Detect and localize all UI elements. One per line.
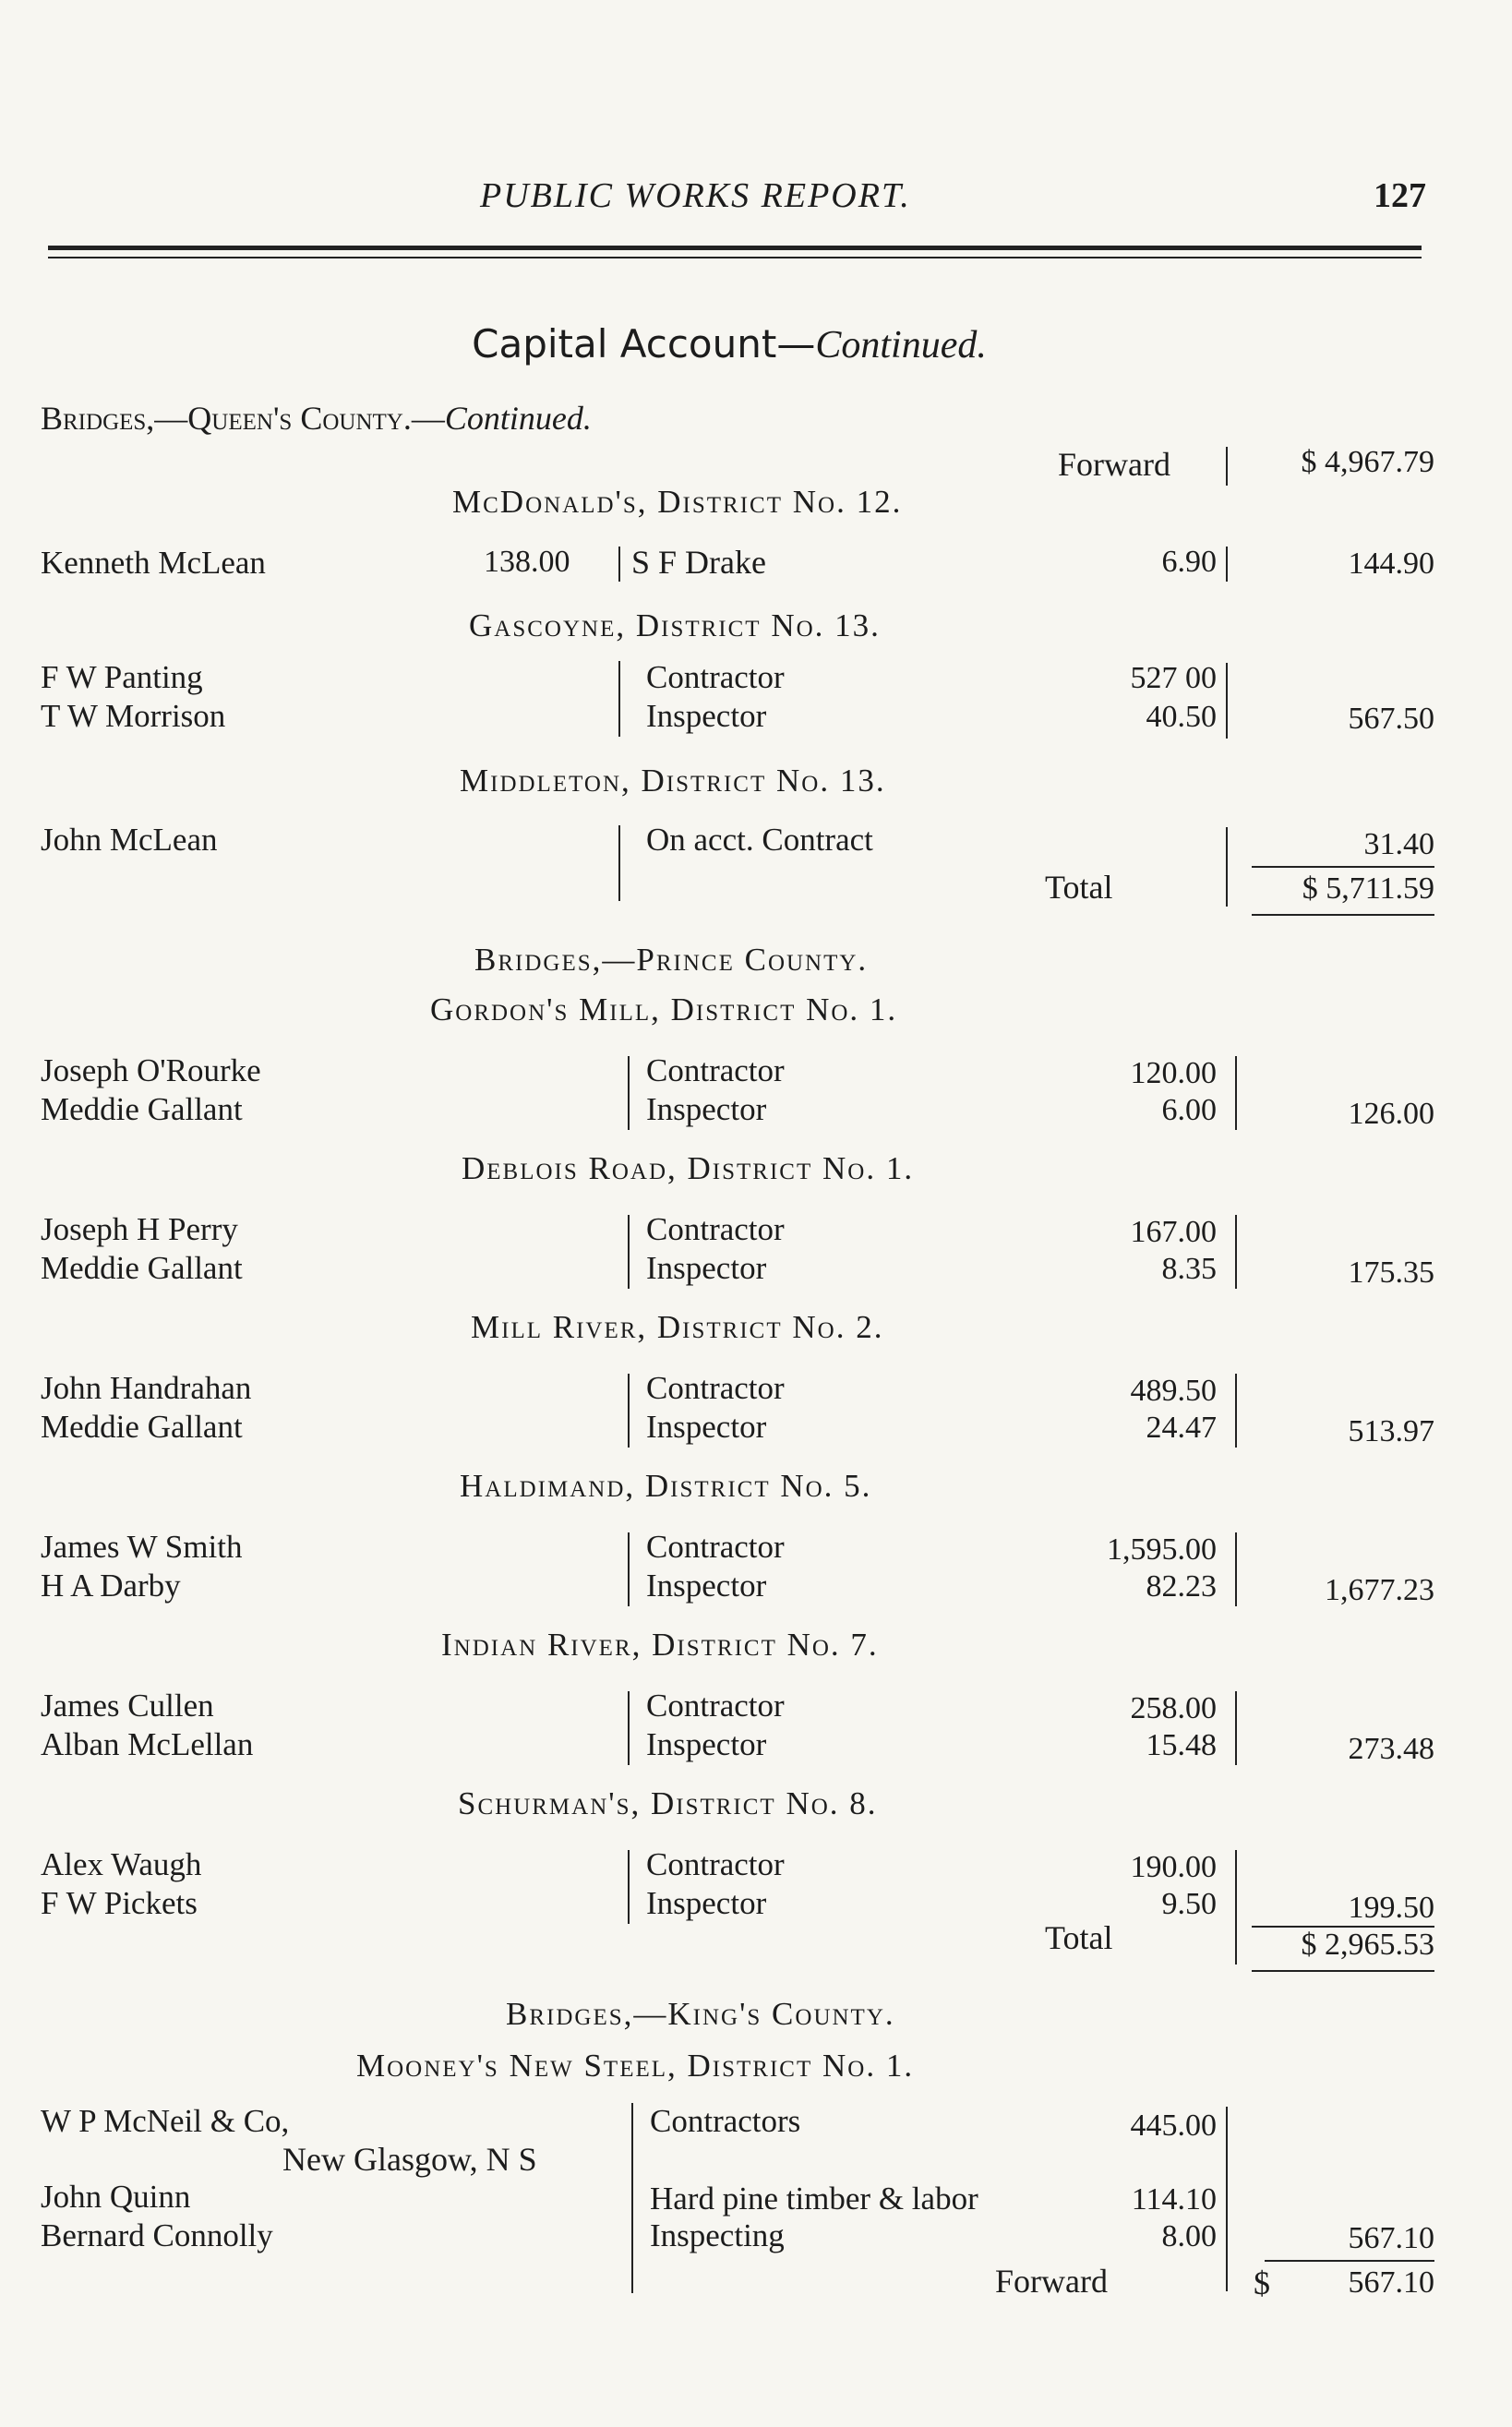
amount: 167.00 xyxy=(1130,1215,1217,1249)
role: Contractor xyxy=(646,1211,785,1247)
district-heading: Haldimand, District No. 5. xyxy=(460,1468,872,1504)
column-rule xyxy=(628,1056,630,1130)
amount: 258.00 xyxy=(1130,1691,1217,1725)
county-heading: Bridges,—Prince County. xyxy=(474,942,869,978)
payee-name: S F Drake xyxy=(631,544,766,581)
column-rule xyxy=(1226,447,1228,486)
grand-total: $ 5,711.59 xyxy=(1302,871,1434,906)
district-heading: Deblois Road, District No. 1. xyxy=(462,1150,915,1186)
column-rule xyxy=(1235,1215,1237,1289)
sum-rule xyxy=(1252,1970,1434,1972)
role: Inspector xyxy=(646,1409,767,1445)
column-rule xyxy=(618,825,620,901)
sum-rule xyxy=(1265,2260,1434,2262)
page-number: 127 xyxy=(1374,176,1426,215)
role: Contractor xyxy=(646,1846,785,1882)
column-rule xyxy=(1226,2107,1228,2291)
payee-name: Meddie Gallant xyxy=(41,1250,243,1286)
payee-name: W P McNeil & Co, xyxy=(41,2103,290,2139)
district-heading: Gascoyne, District No. 13. xyxy=(469,607,881,643)
amount: 6.00 xyxy=(1161,1093,1217,1127)
payee-name: Joseph H Perry xyxy=(41,1211,238,1247)
sum-rule xyxy=(1252,914,1434,916)
role: Inspector xyxy=(646,1091,767,1127)
role: Inspector xyxy=(646,1568,767,1604)
role: Inspecting xyxy=(650,2217,785,2253)
subtotal: 126.00 xyxy=(1348,1097,1434,1131)
payee-name: Alex Waugh xyxy=(41,1846,202,1882)
amount: 114.10 xyxy=(1131,2182,1217,2217)
grand-total: $ 2,965.53 xyxy=(1301,1928,1434,1962)
district-heading: Schurman's, District No. 8. xyxy=(458,1785,878,1821)
queens-heading: Bridges,—Queen's County.—Continued. xyxy=(41,400,592,437)
forward-label: Forward xyxy=(1058,446,1170,483)
column-rule xyxy=(631,2103,633,2293)
subtotal: 273.48 xyxy=(1348,1732,1434,1766)
role: Contractor xyxy=(646,1052,785,1088)
forward-amount: $ 4,967.79 xyxy=(1301,445,1434,479)
payee-location: New Glasgow, N S xyxy=(282,2141,537,2178)
section-title: Capital Account—Continued. xyxy=(472,321,987,366)
column-rule xyxy=(618,547,620,582)
column-rule xyxy=(1235,1691,1237,1765)
amount: 82.23 xyxy=(1146,1569,1217,1604)
amount: 15.48 xyxy=(1146,1728,1217,1762)
amount: 24.47 xyxy=(1146,1411,1217,1445)
payee-name: James Cullen xyxy=(41,1688,214,1724)
payee-name: T W Morrison xyxy=(41,698,226,734)
payee-name: Joseph O'Rourke xyxy=(41,1052,261,1088)
running-head: PUBLIC WORKS REPORT. xyxy=(480,176,911,215)
amount: 40.50 xyxy=(1146,700,1217,734)
county-heading: Bridges,—King's County. xyxy=(506,1996,895,2032)
amount: 1,595.00 xyxy=(1107,1532,1217,1567)
payee-name: Alban McLellan xyxy=(41,1726,254,1762)
payee-name: Bernard Connolly xyxy=(41,2217,273,2253)
role: Inspector xyxy=(646,1250,767,1286)
district-heading: McDonald's, District No. 12. xyxy=(452,484,903,520)
district-heading: Mill River, District No. 2. xyxy=(471,1309,884,1345)
payee-name: John McLean xyxy=(41,822,218,858)
column-rule xyxy=(618,661,620,737)
district-heading: Indian River, District No. 7. xyxy=(441,1627,879,1663)
dollar-sign: $ xyxy=(1254,2265,1270,2301)
total-label: Total xyxy=(1045,869,1113,906)
subtotal: 1,677.23 xyxy=(1325,1573,1434,1607)
district-heading: Mooney's New Steel, District No. 1. xyxy=(356,2048,915,2084)
role: Inspector xyxy=(646,698,767,734)
amount: 9.50 xyxy=(1161,1887,1217,1921)
amount: 527 00 xyxy=(1130,661,1217,695)
district-heading: Middleton, District No. 13. xyxy=(460,763,886,799)
column-rule xyxy=(1235,1850,1237,1964)
payee-name: John Handrahan xyxy=(41,1370,252,1406)
amount: 445.00 xyxy=(1130,2109,1217,2143)
subtotal: 175.35 xyxy=(1348,1256,1434,1290)
payee-name: John Quinn xyxy=(41,2179,191,2215)
role: On acct. Contract xyxy=(646,822,873,858)
amount: 190.00 xyxy=(1130,1850,1217,1884)
subtotal: 567.10 xyxy=(1348,2221,1434,2255)
role: Inspector xyxy=(646,1726,767,1762)
amount: 120.00 xyxy=(1130,1056,1217,1090)
role: Contractor xyxy=(646,1688,785,1724)
column-rule xyxy=(1226,663,1228,739)
column-rule xyxy=(628,1532,630,1606)
column-rule xyxy=(628,1215,630,1289)
column-rule xyxy=(628,1374,630,1448)
subtotal: 144.90 xyxy=(1348,547,1434,581)
amount: 6.90 xyxy=(1161,545,1217,579)
role: Inspector xyxy=(646,1885,767,1921)
subtotal: 567.50 xyxy=(1348,702,1434,736)
sum-rule xyxy=(1252,866,1434,868)
forward-label: Forward xyxy=(995,2263,1108,2300)
subtotal: 31.40 xyxy=(1363,827,1434,861)
column-rule xyxy=(1235,1374,1237,1448)
role: Contractors xyxy=(650,2103,801,2139)
payee-name: F W Pickets xyxy=(41,1885,198,1921)
header-rule-thin xyxy=(48,257,1422,258)
district-heading: Gordon's Mill, District No. 1. xyxy=(430,991,898,1027)
role: Contractor xyxy=(646,1370,785,1406)
header-rule-thick xyxy=(48,246,1422,250)
subtotal: 199.50 xyxy=(1348,1891,1434,1925)
payee-name: H A Darby xyxy=(41,1568,181,1604)
payee-name: Kenneth McLean xyxy=(41,545,266,581)
amount: 138.00 xyxy=(484,545,570,579)
payee-name: Meddie Gallant xyxy=(41,1091,243,1127)
payee-name: James W Smith xyxy=(41,1529,243,1565)
total-label: Total xyxy=(1045,1919,1113,1956)
forward-amount: 567.10 xyxy=(1348,2265,1434,2300)
column-rule xyxy=(628,1850,630,1924)
amount: 8.35 xyxy=(1161,1252,1217,1286)
amount: 8.00 xyxy=(1161,2219,1217,2253)
column-rule xyxy=(1226,827,1228,907)
role: Contractor xyxy=(646,659,785,695)
column-rule xyxy=(628,1691,630,1765)
column-rule xyxy=(1235,1056,1237,1130)
subtotal: 513.97 xyxy=(1348,1414,1434,1448)
payee-name: Meddie Gallant xyxy=(41,1409,243,1445)
role: Hard pine timber & labor xyxy=(650,2181,978,2217)
payee-name: F W Panting xyxy=(41,659,203,695)
column-rule xyxy=(1226,547,1228,582)
amount: 489.50 xyxy=(1130,1374,1217,1408)
column-rule xyxy=(1235,1532,1237,1606)
role: Contractor xyxy=(646,1529,785,1565)
